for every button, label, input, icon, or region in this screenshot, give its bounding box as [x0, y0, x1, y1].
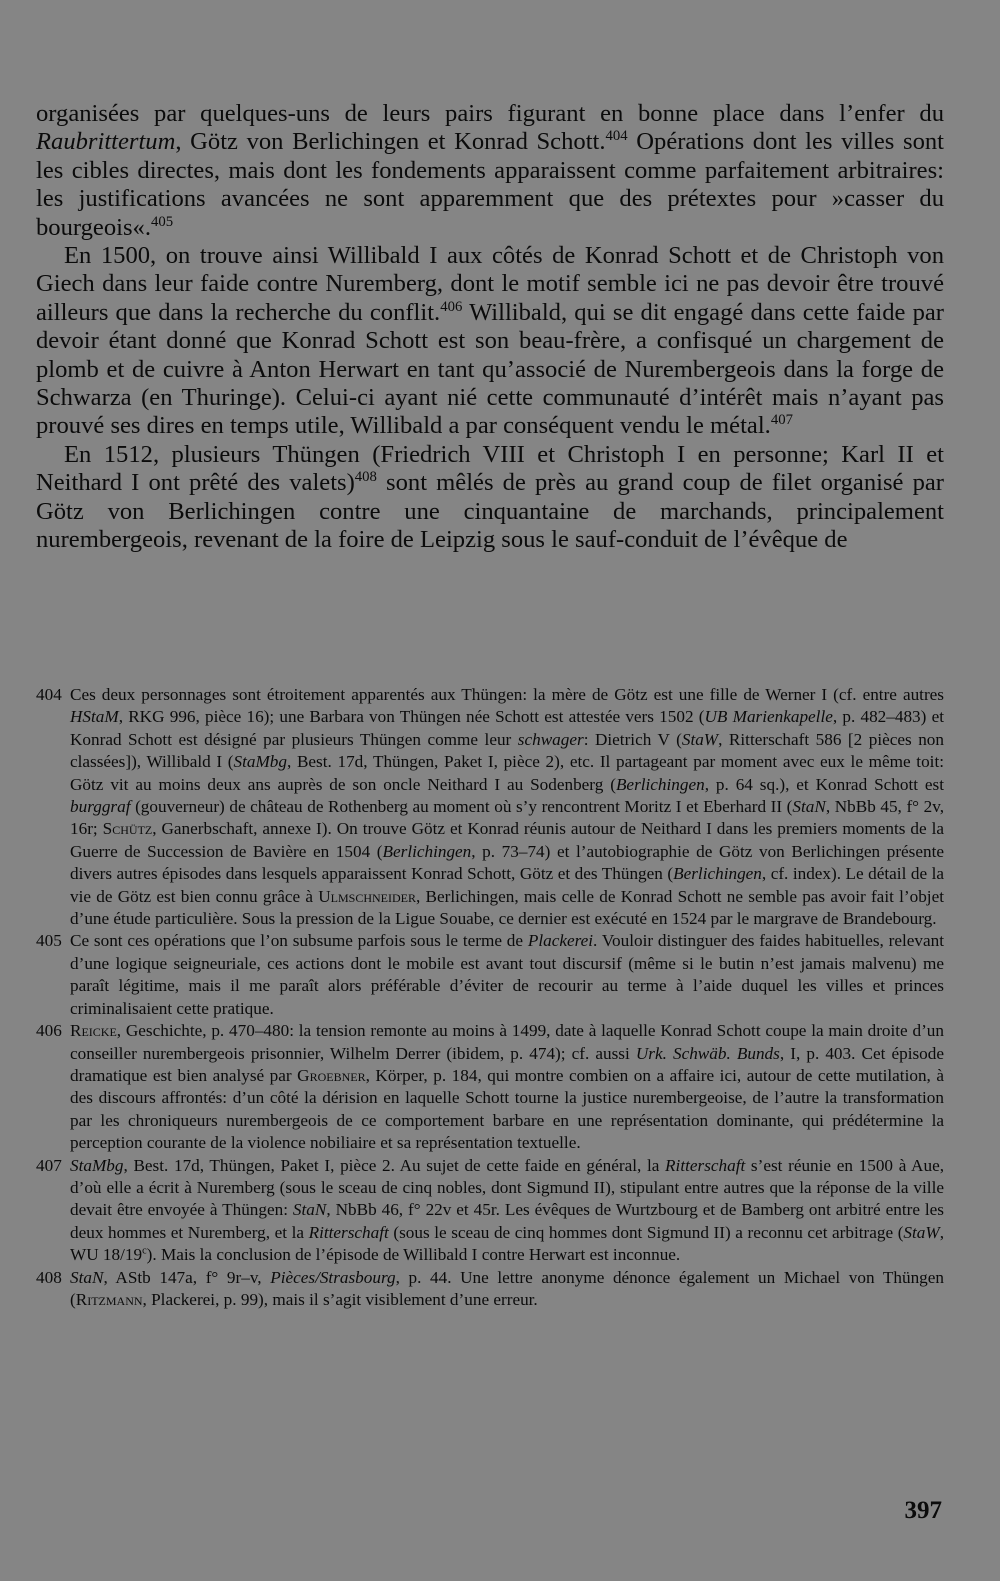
- footnotes: [36, 684, 944, 1311]
- footnote-text: Reicke, Geschichte, p. 470–480: la tension remonte au moins à 1499, date à laquelle Konrad Schott coupe la main droite d’un conseiller nurembergeois prisonnier, Wilhelm Derrer (ibidem, p. 474); cf. aussi Urk. Schwäb. Bunds, I, p. 403. Cet épisode dramatique est bien analysé par Groebner, Körper, p. 184, qui montre combien on a affaire ici, autour de cette mutilation, à des discours affrontés: d’un côté la dérision en laquelle Schott tourne la justice nurembergeoise, de l’autre la transformation par les chroniqueurs nurembergeois de ce comportement barbare en une représentation dominante, qui prédétermine la perception courante de la violence nobiliaire et sa représentation textuelle.: [70, 1021, 944, 1153]
- footnote-ref-407[interactable]: 407: [770, 412, 793, 429]
- main-text: [36, 100, 944, 555]
- footnote-ref-404[interactable]: 404: [605, 128, 628, 145]
- footnote-text: StaMbg, Best. 17d, Thüngen, Paket I, pièce 2. Au sujet de cette faide en général, la Ritterschaft s’est réunie en 1500 à Aue, d’où elle a écrit à Nuremberg (sous le sceau de cinq nobles, dont Sigmund II), stipulant entre autres que la réponse de la ville devait être envoyée à Thüngen: StaN, NbBb 46, f° 22v et 45r. Les évêques de Wurtzbourg et de Bamberg ont arbitré entre les deux hommes et Nuremberg, et la Ritterschaft (sous le sceau de cinq hommes dont Sigmund II) a reconnu cet arbitrage (StaW, WU 18/19$^c$). Mais la conclusion de l’épisode de Willibald I contre Herwart est inconnue.: [70, 1155, 944, 1265]
- footnote-407: [36, 1155, 944, 1267]
- paragraph-2: En 1500, on trouve ainsi Willibald I aux côtés de Konrad Schott et de Christoph von Giech dans leur faide contre Nuremberg, dont le motif semble ici ne pas devoir être trouvé ailleurs que dans la recherche du conflit.$^{406}$ Willibald, qui se dit engagé dans cette faide par devoir étant donné que Konrad Schott est son beau-frère, a confisqué un chargement de plomb et de cuivre à Anton Herwart en tant qu’associé de Nurembergeois dans la forge de Schwarza (en Thuringe). Celui-ci ayant nié cette communauté d’intérêt mais n’ayant pas prouvé ses dires en temps utile, Willibald a par conséquent vendu le métal.$^{407}$: [36, 242, 944, 440]
- footnote-408: [36, 1267, 944, 1312]
- footnote-text: StaN, AStb 147a, f° 9r–v, Pièces/Strasbourg, p. 44. Une lettre anonyme dénonce également un Michael von Thüngen (Ritzmann, Plackerei, p. 99), mais il s’agit visiblement d’une erreur.: [70, 1267, 944, 1309]
- footnote-number: 406: [36, 1021, 62, 1041]
- footnote-ref-405[interactable]: 405: [151, 213, 174, 230]
- paragraph-3: En 1512, plusieurs Thüngen (Friedrich VIII et Christoph I en personne; Karl II et Neithard I ont prêté des valets)$^{408}$ sont mêlés de près au grand coup de filet organisé par Götz von Berlichingen contre une cinquantaine de marchands, principalement nurembergeois, revenant de la foire de Leipzig sous le sauf-conduit de l’évêque de: [36, 440, 944, 554]
- footnote-number: 408: [36, 1267, 62, 1287]
- footnote-ref-406[interactable]: 406: [440, 298, 463, 315]
- footnote-ref-408[interactable]: 408: [354, 469, 377, 486]
- footnote-405: [36, 930, 944, 1020]
- footnote-number: 405: [36, 931, 62, 951]
- footnote-404: [36, 684, 944, 930]
- footnote-text: Ces deux personnages sont étroitement apparentés aux Thüngen: la mère de Götz est une fille de Werner I (cf. entre autres HStaM, RKG 996, pièce 16); une Barbara von Thüngen née Schott est attestée vers 1502 (UB Marienkapelle, p. 482–483) et Konrad Schott est désigné par plusieurs Thüngen comme leur schwager: Dietrich V (StaW, Ritterschaft 586 [2 pièces non classées]), Willibald I (StaMbg, Best. 17d, Thüngen, Paket I, pièce 2), etc. Il partageant par moment avec eux le même toit: Götz vit au moins deux ans auprès de son oncle Neithard I au Sodenberg (Berlichingen, p. 64 sq.), et Konrad Schott est burggraf (gouverneur) de château de Rothenberg au moment où s’y rencontrent Moritz I et Eberhard II (StaN, NbBb 45, f° 2v, 16r; Schütz, Ganerbschaft, annexe I). On trouve Götz et Konrad réunis autour de Neithard I dans les premiers moments de la Guerre de Succession de Bavière en 1504 (Berlichingen, p. 73–74) et l’autobiographie de Götz von Berlichingen présente divers autres épisodes dans lesquels apparaissent Konrad Schott, Götz et des Thüngen (Berlichingen, cf. index). Le détail de la vie de Götz est bien connu grâce à Ulmschneider, Berlichingen, mais celle de Konrad Schott ne semble pas avoir fait l’objet d’une étude particulière. Sous la pression de la Ligue Souabe, ce dernier est exécuté en 1524 par le margrave de Brandebourg.: [70, 685, 945, 929]
- footnote-number: 407: [36, 1155, 62, 1175]
- footnote-text: Ce sont ces opérations que l’on subsume parfois sous le terme de Plackerei. Vouloir distinguer des faides habituelles, relevant d’une logique seigneuriale, ces actions dont le mobile est avant tout discursif (même si le butin n’est jamais malvenu) me paraît légitime, mais il me paraît alors préférable d’éviter de recourir au terme à l’aide duquel les villes et princes criminalisaient cette pratique.: [70, 931, 944, 1018]
- page-number: 397: [904, 1497, 942, 1524]
- footnote-number: 404: [36, 685, 62, 704]
- paragraph-1: organisées par quelques-uns de leurs pairs figurant en bonne place dans l’enfer du Raubrittertum, Götz von Berlichingen et Konrad Schott.$^{404}$ Opérations dont les villes sont les cibles directes, mais dont les fondements apparaissent comme parfaitement arbitraires: les justifications avancées ne sont apparemment que des prétextes pour »casser du bourgeois«.$^{405}$: [36, 100, 944, 241]
- footnote-406: [36, 1020, 944, 1154]
